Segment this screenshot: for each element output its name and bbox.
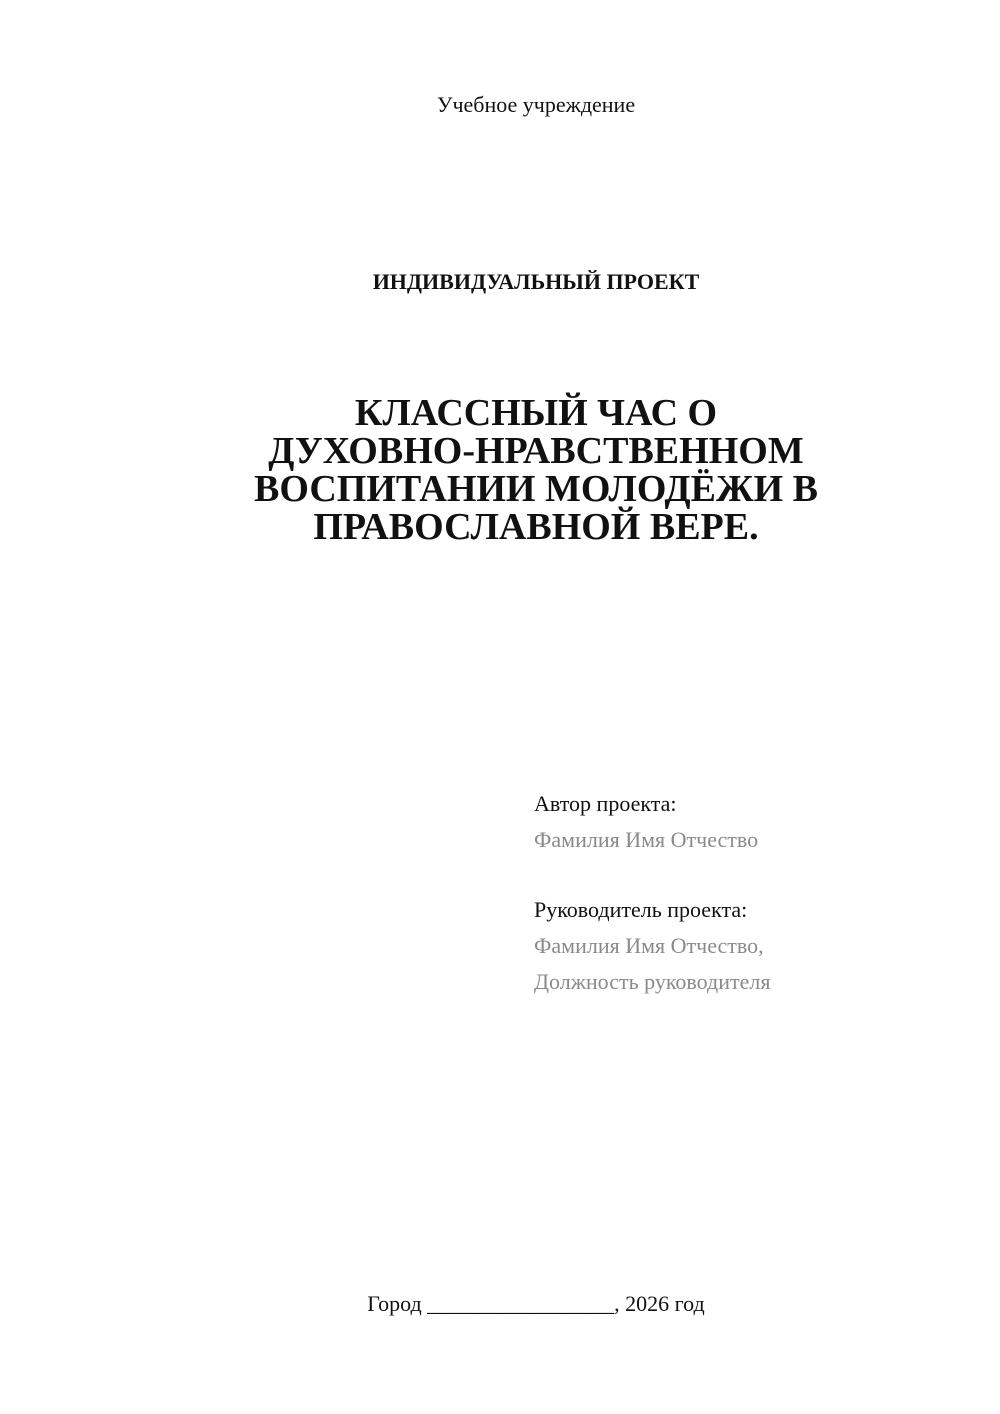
credits-spacer bbox=[534, 858, 974, 892]
project-credits bbox=[534, 786, 974, 1000]
supervisor-position: Должность руководителя bbox=[534, 969, 771, 994]
city-year-line: Город _________________, 2026 год bbox=[367, 1291, 705, 1316]
supervisor-label: Руководитель проекта: bbox=[534, 897, 748, 922]
project-title bbox=[0, 394, 1000, 546]
document-type: ИНДИВИДУАЛЬНЫЙ ПРОЕКТ bbox=[372, 269, 700, 294]
project-title-line: ДУХОВНО-НРАВСТВЕННОМ bbox=[268, 430, 804, 472]
author-label: Автор проекта: bbox=[534, 791, 677, 816]
institution-name: Учебное учреждение bbox=[436, 92, 636, 117]
author-name: Фамилия Имя Отчество bbox=[534, 827, 759, 852]
project-title-line: ПРАВОСЛАВНОЙ ВЕРЕ. bbox=[313, 506, 759, 548]
supervisor-name: Фамилия Имя Отчество, bbox=[534, 933, 764, 958]
project-title-line: КЛАССНЫЙ ЧАС О bbox=[354, 392, 718, 434]
project-title-line: ВОСПИТАНИИ МОЛОДЁЖИ В bbox=[254, 468, 818, 510]
